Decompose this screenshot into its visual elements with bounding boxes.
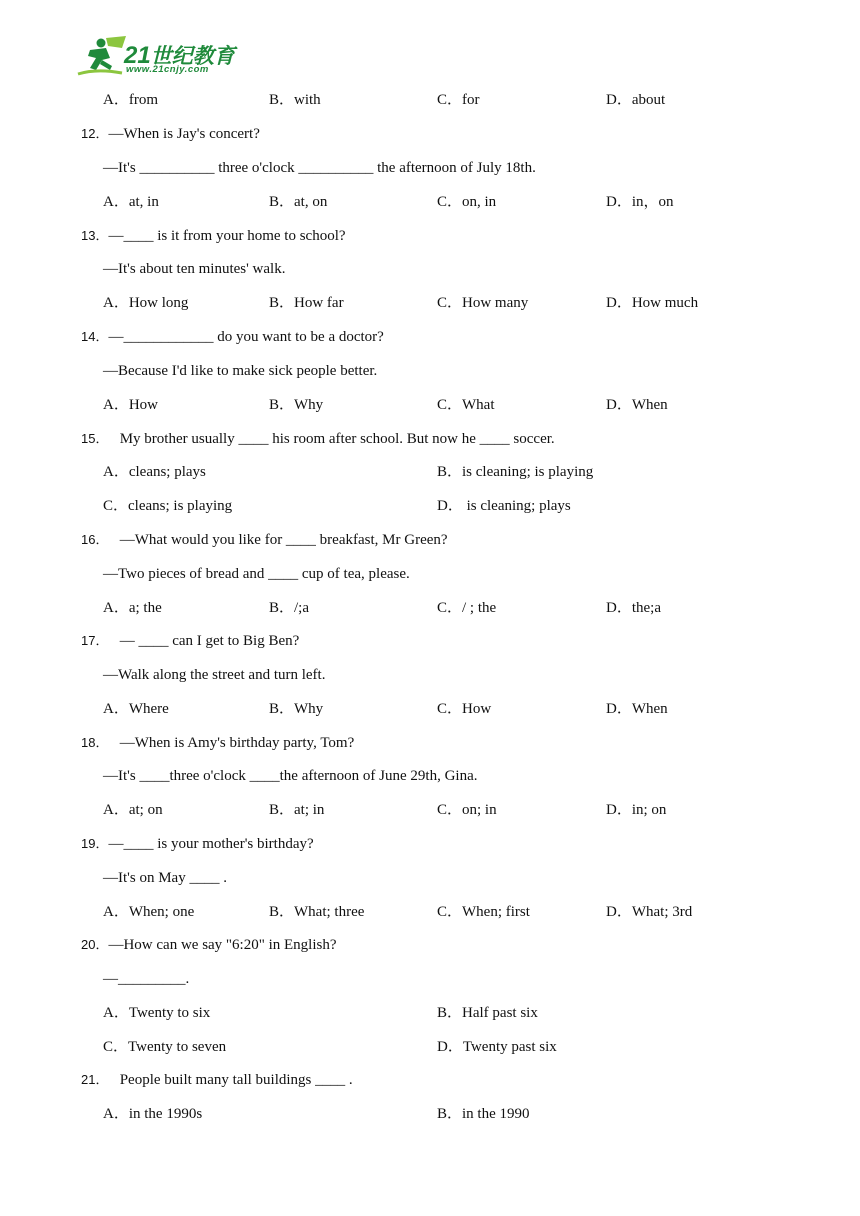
q20-option-b: B．Half past six: [437, 1005, 538, 1021]
q11-option-c: C．for: [437, 92, 480, 108]
q19-answer-line: —It's on May ____ .: [103, 870, 227, 886]
q13-answer-line: —It's about ten minutes' walk.: [103, 261, 286, 277]
q18-stem: 18． —When is Amy's birthday party, Tom?: [81, 735, 355, 751]
q13-stem: 13．—____ is it from your home to school?: [81, 228, 346, 244]
q14-stem: 14．—____________ do you want to be a doctor?: [81, 329, 384, 345]
q21-option-a: A．in the 1990s: [103, 1106, 203, 1122]
q19-option-d: D．What; 3rd: [606, 904, 693, 920]
q19-option-b: B．What; three: [269, 904, 365, 920]
q17-option-b: B．Why: [269, 701, 324, 717]
q18-option-d: D．in; on: [606, 802, 667, 818]
q14-option-c: C．What: [437, 397, 495, 413]
q16-option-c: C．/ ; the: [437, 600, 497, 616]
q20-option-d: D．Twenty past six: [437, 1039, 557, 1055]
q14-option-a: A．How: [103, 397, 158, 413]
q16-option-d: D．the;a: [606, 600, 661, 616]
logo-wordmark: 21世纪教育: [124, 42, 235, 69]
q12-option-b: B．at, on: [269, 194, 328, 210]
q14-answer-line: —Because I'd like to make sick people better.: [103, 363, 378, 379]
q21-option-b: B．in the 1990: [437, 1106, 530, 1122]
site-logo: [76, 34, 246, 78]
q12-stem: 12．—When is Jay's concert?: [81, 126, 260, 142]
q12-option-a: A．at, in: [103, 194, 159, 210]
q11-option-d: D．about: [606, 92, 666, 108]
q13-option-c: C．How many: [437, 295, 529, 311]
q15-option-d: D． is cleaning; plays: [437, 498, 571, 514]
q14-option-d: D．When: [606, 397, 668, 413]
q18-option-b: B．at; in: [269, 802, 325, 818]
q20-option-a: A．Twenty to six: [103, 1005, 211, 1021]
q20-answer-line: —_________.: [103, 971, 190, 987]
q21-stem: 21． People built many tall buildings ____ .: [81, 1072, 353, 1088]
q20-stem: 20．—How can we say "6:20" in English?: [81, 937, 337, 953]
q11-option-a: A．from: [103, 92, 158, 108]
q15-option-c: C．cleans; is playing: [103, 498, 233, 514]
q17-option-c: C．How: [437, 701, 492, 717]
q16-answer-line: —Two pieces of bread and ____ cup of tea, please.: [103, 566, 410, 582]
q18-option-a: A．at; on: [103, 802, 163, 818]
q16-option-b: B．/;a: [269, 600, 309, 616]
q14-option-b: B．Why: [269, 397, 324, 413]
runner-logo-icon: [76, 34, 128, 78]
q18-answer-line: —It's ____three o'clock ____the afternoon of June 29th, Gina.: [103, 768, 478, 784]
q19-option-a: A．When; one: [103, 904, 195, 920]
q18-option-c: C．on; in: [437, 802, 497, 818]
logo-url: www.21cnjy.com: [126, 64, 209, 75]
q12-option-d: D．in，on: [606, 194, 674, 210]
q17-answer-line: —Walk along the street and turn left.: [103, 667, 326, 683]
q15-option-a: A．cleans; plays: [103, 464, 206, 480]
q13-option-b: B．How far: [269, 295, 344, 311]
q12-answer-line: —It's __________ three o'clock __________ the afternoon of July 18th.: [103, 160, 536, 176]
q16-option-a: A．a; the: [103, 600, 162, 616]
q13-option-d: D．How much: [606, 295, 699, 311]
q15-option-b: B．is cleaning; is playing: [437, 464, 594, 480]
q17-option-d: D．When: [606, 701, 668, 717]
q17-option-a: A．Where: [103, 701, 169, 717]
q20-option-c: C．Twenty to seven: [103, 1039, 227, 1055]
q15-stem: 15． My brother usually ____ his room after school. But now he ____ soccer.: [81, 431, 555, 447]
q19-option-c: C．When; first: [437, 904, 530, 920]
q11-option-b: B．with: [269, 92, 321, 108]
q12-option-c: C．on, in: [437, 194, 497, 210]
q13-option-a: A．How long: [103, 295, 189, 311]
q19-stem: 19．—____ is your mother's birthday?: [81, 836, 314, 852]
q16-stem: 16． —What would you like for ____ breakfast, Mr Green?: [81, 532, 448, 548]
q17-stem: 17． — ____ can I get to Big Ben?: [81, 633, 300, 649]
